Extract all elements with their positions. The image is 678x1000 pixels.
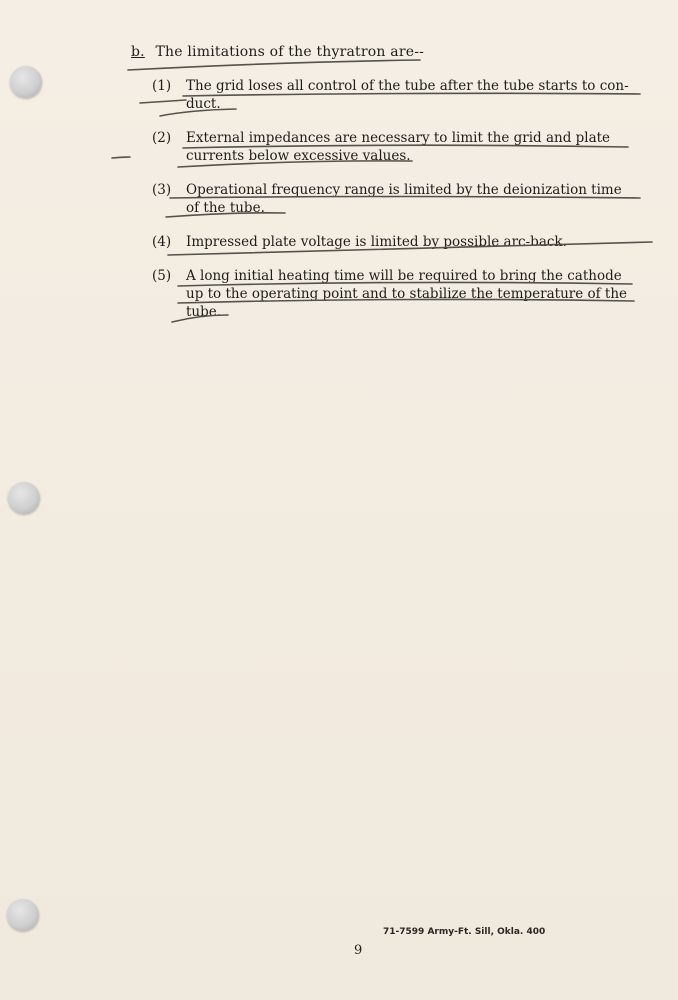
item-number: (2)	[152, 130, 172, 146]
underline-item5-b	[178, 299, 634, 303]
underline-item3-b	[166, 213, 285, 217]
item-number: (1)	[152, 78, 172, 94]
underline-item1-a	[183, 93, 640, 96]
item-number: (5)	[152, 268, 172, 284]
underline-item1-b	[160, 109, 236, 116]
underline-item2-b	[178, 161, 412, 167]
underline-item5-a	[178, 282, 632, 286]
page-number: 9	[354, 943, 363, 958]
underline-item1-stub	[140, 100, 186, 103]
underline-item2-a	[183, 145, 628, 148]
item-number: (4)	[152, 234, 172, 250]
underline-item5-c	[172, 315, 228, 322]
item-text: A long initial heating time will be required to bring the cathode up to the operating point and to stabilize the temperature of the tube.	[186, 268, 628, 320]
section-title: The limitations of the thyratron are--	[155, 44, 425, 60]
margin-tick	[112, 157, 130, 158]
item-text: Operational frequency range is limited by the deionization time of the tube.	[186, 182, 622, 216]
underline-item3-a	[170, 197, 640, 199]
item-text: The grid loses all control of the tube after the tube starts to con- duct.	[186, 78, 629, 112]
item-text: External impedances are necessary to limit the grid and plate currents below excessive values.	[186, 130, 611, 164]
item-number: (3)	[152, 182, 172, 198]
print-footer: 71-7599 Army-Ft. Sill, Okla. 400	[383, 927, 546, 937]
item-text: Impressed plate voltage is limited by possible arc-back.	[186, 234, 567, 250]
underline-heading	[128, 60, 420, 70]
underline-item4	[168, 242, 652, 255]
section-label: b.	[131, 44, 145, 60]
